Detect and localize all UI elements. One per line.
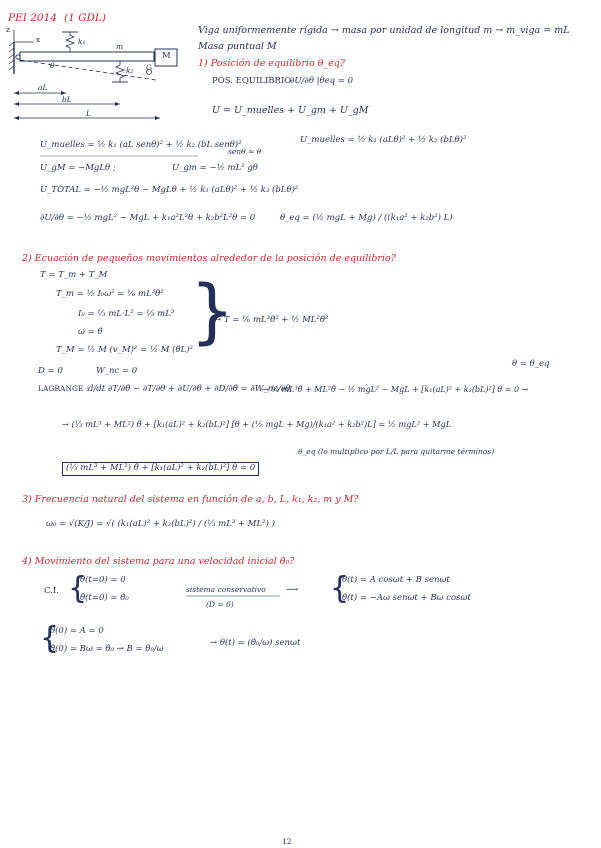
- theta-eq-result: θ_eq = (½ mgL + Mg) / ((k₁a² + k₂b²) L): [280, 213, 453, 223]
- spring-k1-label: k₁: [78, 37, 86, 46]
- axis-z-label: z: [6, 25, 10, 34]
- motion-equation: (⅓ mL³ + ML²) θ̈ + [k₁(aL)² + k₂(bL)²] θ = 0: [62, 462, 259, 476]
- point-mass-label: M: [162, 51, 171, 61]
- omega-def: ω = θ̇: [78, 327, 103, 337]
- equilibrium-label: POS. EQUILIBRIO: [212, 76, 292, 86]
- D-zero-note: (D = 0): [206, 600, 234, 609]
- axis-x-label: x: [36, 35, 41, 44]
- natural-frequency: ω₀ = √(K/J) = √( (k₁(aL)² + k₂(bL)²) / (⅓ mL³ + ML²) ): [46, 519, 275, 529]
- dissipation-zero: D = 0: [38, 366, 63, 376]
- kinetic-mass: T_M = ½ M (v_M)² = ½ M (θ̇L)²: [56, 345, 193, 355]
- dof-label: (1 GDL): [64, 12, 106, 24]
- lagrange-line2: → (⅓ mL³ + ML²) θ̈ + [k₁(aL)² + k₂(bL)²] [θ + (½ mgL + Mg)/(k₁a² + k₂b²)L] = ½ mgL² + MgL: [62, 419, 452, 429]
- arrow: ⟶: [286, 585, 299, 595]
- beam-description: Viga uniformemente rígida → masa por unidad de longitud m → m_viga = mL: [198, 25, 570, 36]
- section1-title: 1) Posición de equilibrio θ_eq?: [198, 58, 345, 69]
- U-springs: U_muelles = ½ k₁ (aLθ)² + ½ k₂ (bLθ)²: [300, 135, 467, 145]
- U-total-expanded: U_TOTAL = −½ mgL²θ − MgLθ + ½ k₁ (aLθ)² + ½ k₂ (bLθ)²: [40, 185, 299, 195]
- general-solution: θ(t) = A cosωt + B senωt: [342, 575, 450, 585]
- bc-position: θ(0) = A = 0: [50, 626, 104, 636]
- U-gravity-M: U_gM = −MgLθ ;: [40, 163, 116, 173]
- kinetic-total: T = T_m + T_M: [40, 270, 108, 280]
- sol-brace: {: [330, 571, 350, 606]
- section3-title: 3) Frecuencia natural del sistema en función de a, b, L, k₁, k₂, m y M?: [22, 494, 359, 505]
- motion-result: → θ(t) = (θ̇₀/ω) senωt: [210, 638, 301, 648]
- initial-conditions-label: C.I.: [44, 586, 59, 596]
- center-mass-label: G: [146, 63, 152, 72]
- section2-title: 2) Ecuación de pequeños movimientos alrededor de la posición de equilibrio?: [22, 253, 396, 264]
- small-angle-note: senθ ≈ θ: [228, 147, 262, 156]
- equilibrium-condition: ∂U/∂θ |θeq = 0: [290, 76, 354, 86]
- kinetic-beam: T_m = ½ I₀ω² = ⅙ mL³θ̇²: [56, 289, 164, 299]
- general-velocity: θ̇(t) = −Aω senωt + Bω cosωt: [342, 593, 471, 603]
- conservative-note: sistema conservativo: [186, 585, 266, 594]
- page-title: PEI 2014: [8, 12, 57, 24]
- dU-dtheta: ∂U/∂θ = −½ mgL² − MgL + k₁a²L²θ + k₂b²L²θ = 0: [40, 213, 256, 223]
- ic-velocity: θ̇(t=0) = θ̇₀: [80, 593, 129, 603]
- lagrange-result: → ⅓ mL³θ̈ + ML²θ̈ − ½ mgL² − MgL + [k₁(aL)² + k₂(bL)²] θ = 0 →: [262, 385, 529, 394]
- theta-eq-note: θ_eq (lo multiplico por L/L para quitarme términos): [298, 447, 495, 456]
- theta-substitution: θ = θ_eq: [512, 359, 550, 369]
- lagrange-equation: d/dt ∂T/∂θ̇ − ∂T/∂θ + ∂U/∂θ + ∂D/∂θ̇ = ∂W_nc/∂θ: [88, 384, 291, 394]
- U-springs-raw: U_muelles = ½ k₁ (aL senθ)² + ½ k₂ (bL senθ)²: [40, 140, 242, 150]
- U-gravity-m: U_gm = −½ mL² gθ: [172, 163, 258, 173]
- ic-position: θ(t=0) = 0: [80, 575, 126, 585]
- inertia-I0: I₀ = ⅓ mL·L² = ⅓ mL³: [78, 309, 175, 319]
- spring-k2-label: k₂: [126, 66, 134, 75]
- dim-L-label: L: [86, 109, 91, 118]
- kinetic-brace: }: [190, 270, 235, 352]
- bc-velocity: θ̇(0) = Bω = θ̇₀ → B = θ̇₀/ω: [50, 644, 164, 654]
- section4-title: 4) Movimiento del sistema para una velocidad inicial θ̇₀?: [22, 556, 295, 567]
- beam-mass-label: m: [116, 42, 124, 51]
- dim-bL-label: bL: [62, 95, 72, 104]
- dim-aL-label: aL: [38, 83, 48, 92]
- mass-description: Masa puntual M: [198, 41, 277, 52]
- lagrange-label: LAGRANGE :: [38, 384, 89, 393]
- angle-label: θ: [50, 61, 55, 70]
- U-total-definition: U = U_muelles + U_gm + U_gM: [212, 105, 369, 116]
- bc-brace: {: [40, 621, 60, 656]
- page-number: 12: [282, 837, 292, 846]
- kinetic-result: → T = ⅙ mL³θ̇² + ½ ML²θ̇²: [214, 315, 329, 325]
- work-nc-zero: W_nc = 0: [96, 366, 138, 376]
- ci-brace: {: [68, 571, 88, 606]
